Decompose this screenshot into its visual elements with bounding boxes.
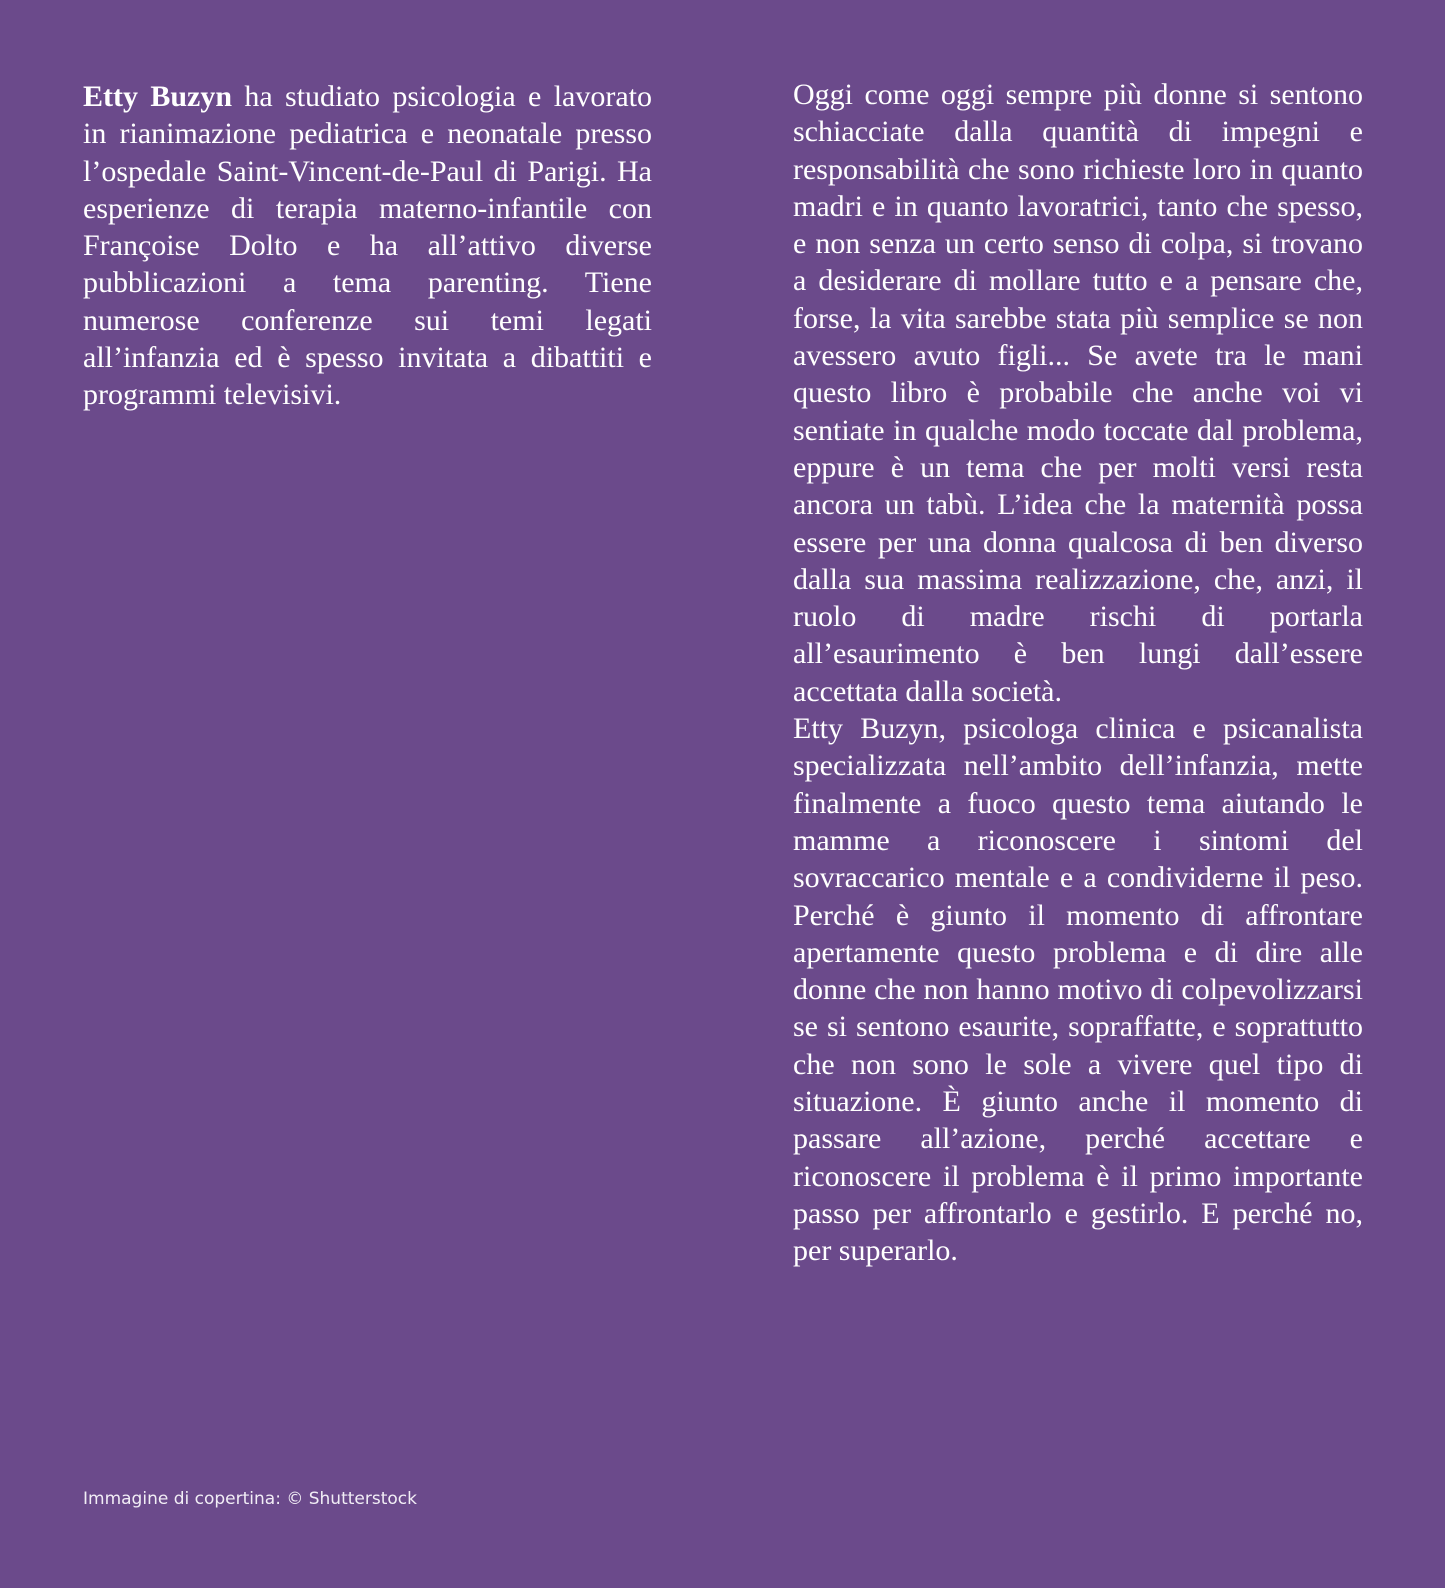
cover-image-credit: Immagine di copertina: © Shutterstock (83, 1489, 417, 1509)
author-bio-text: ha studiato psicologia e lavorato in rianimazione pediatrica e neonatale presso l’ospedale Saint-Vincent-de-Paul di Parigi. Ha esperienze di terapia materno-infantile con Françoise Dolto e ha all’attivo diverse pubblicazioni a tema parenting. Tiene numerose conferenze sui temi legati all’infanzia ed è spesso invitata a dibattiti e programmi televisivi. (83, 80, 652, 412)
author-bio-paragraph (83, 78, 652, 414)
book-blurb (793, 76, 1363, 1270)
author-name: Etty Buzyn (83, 80, 233, 113)
blurb-paragraph-1: Oggi come oggi sempre più donne si sentono schiacciate dalla quantità di impegni e responsabilità che sono richieste loro in quanto madri e in quanto lavoratrici, tanto che spesso, e non senza un certo senso di colpa, si trovano a desiderare di mollare tutto e a pensare che, forse, la vita sarebbe stata più semplice se non avessero avuto figli... Se avete tra le mani questo libro è probabile che anche voi vi sentiate in qualche modo toccate dal problema, eppure è un tema che per molti versi resta ancora un tabù. L’idea che la maternità possa essere per una donna qualcosa di ben diverso dalla sua massima realizzazione, che, anzi, il ruolo di madre rischi di portarla all’esaurimento è ben lungi dall’essere accettata dalla società. (793, 78, 1363, 708)
author-bio (83, 78, 652, 414)
blurb-paragraph-2: Etty Buzyn, psicologa clinica e psicanalista specializzata nell’ambito dell’infanzia, mette finalmente a fuoco questo tema aiutando le mamme a riconoscere i sintomi del sovraccarico mentale e a condividerne il peso. Perché è giunto il momento di affrontare apertamente questo problema e di dire alle donne che non hanno motivo di colpevolizzarsi se si sentono esaurite, sopraffatte, e soprattutto che non sono le sole a vivere quel tipo di situazione. È giunto anche il momento di passare all’azione, perché accettare e riconoscere il problema è il primo importante passo per affrontarlo e gestirlo. E perché no, per superarlo. (793, 712, 1363, 1268)
